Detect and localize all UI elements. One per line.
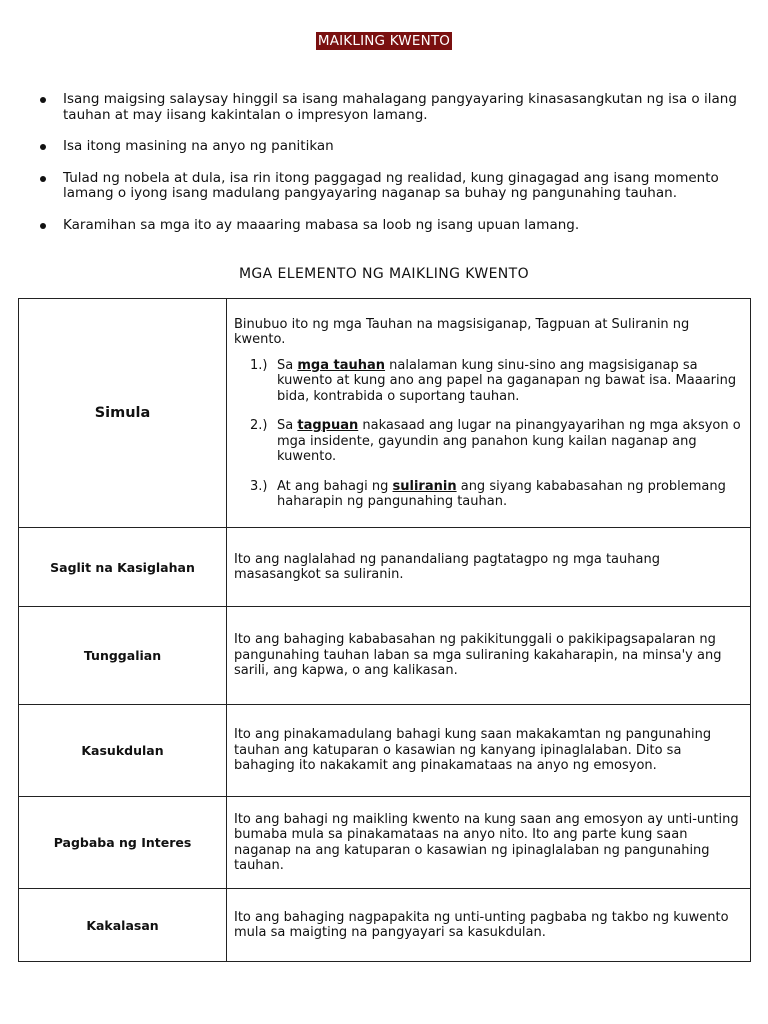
element-label: Saglit na Kasiglahan <box>19 528 227 607</box>
table-row <box>19 889 751 962</box>
bullet-icon <box>40 97 46 103</box>
table-title: MGA ELEMENTO NG MAIKLING KWENTO <box>238 266 530 282</box>
bullet-item <box>38 92 738 123</box>
table-row <box>19 607 751 705</box>
bullet-text: Isang maigsing salaysay hinggil sa isang mahalagang pangyayaring kinasasangkutan ng isa o ilang tauhan at may iisang kakintalan o impresyon lamang. <box>63 91 737 123</box>
item-keyword: suliranin <box>392 478 457 494</box>
element-description: Ito ang naglalahad ng panandaliang pagtatagpo ng mga tauhang masasangkot sa suliranin. <box>227 528 751 607</box>
bullet-text: Tulad ng nobela at dula, isa rin itong paggagad ng realidad, kung ginagagad ang isang momento lamang o iyong isang madulang pangyayaring naganap sa buhay ng pangunahing tauhan. <box>63 169 719 201</box>
bullet-item <box>38 139 738 155</box>
bullet-icon <box>40 223 46 229</box>
bullet-icon <box>40 176 46 182</box>
intro-bullet-list <box>38 92 738 249</box>
item-number: 3.) <box>250 478 268 494</box>
simula-intro: Binubuo ito ng mga Tauhan na magsisiganap, Tagpuan at Suliranin ng kwento. <box>234 316 690 347</box>
item-number: 2.) <box>250 418 268 433</box>
document-title <box>0 30 768 49</box>
element-description: Ito ang bahagi ng maikling kwento na kung saan ang emosyon ay unti-unting bumaba mula sa pinakamataas na anyo nito. Ito ang parte kung saan naganap na ang katuparan o kasawian ng ipinaglalaban ng pangunahing tauhan. <box>227 797 751 889</box>
table-row <box>19 705 751 797</box>
item-text <box>277 418 742 465</box>
bullet-text: Karamihan sa mga ito ay maaaring mabasa sa loob ng isang upuan lamang. <box>63 216 580 233</box>
item-text <box>277 358 742 405</box>
table-row <box>19 528 751 607</box>
item-text-post: nakasaad ang lugar na pinangyayarihan ng mga aksyon o mga insidente, gayundin ang panahon kung kailan naganap ang kuwento. <box>277 418 741 464</box>
bullet-text: Isa itong masining na anyo ng panitikan <box>63 138 334 154</box>
simula-item <box>234 358 742 405</box>
bullet-icon <box>40 144 46 150</box>
item-text-post: nalalaman kung sinu-sino ang magsisiganap sa kuwento at kung ano ang papel na gaganapan ng bawat isa. Maaaring bida, kontrabida o suportang tauhan. <box>277 357 737 404</box>
item-keyword: tagpuan <box>297 418 359 433</box>
document-title-text: MAIKLING KWENTO <box>317 33 451 49</box>
simula-item <box>234 479 742 510</box>
element-label: Tunggalian <box>19 607 227 705</box>
element-description: Ito ang bahaging kababasahan ng pakikitunggali o pakikipagsapalaran ng pangunahing tauhan laban sa mga suliraning kakaharapin, na minsa'y ang sarili, ang kapwa, o ang kalikasan. <box>227 607 751 705</box>
item-keyword: mga tauhan <box>297 357 386 373</box>
element-label: Simula <box>19 299 227 528</box>
item-text-pre: At ang bahagi ng <box>277 478 393 494</box>
bullet-item <box>38 218 738 234</box>
item-number: 1.) <box>250 357 268 373</box>
element-label: Pagbaba ng Interes <box>19 797 227 889</box>
item-text-post: ang siyang kababasahan ng problemang haharapin ng pangunahing tauhan. <box>277 478 726 509</box>
element-description <box>227 299 751 528</box>
elements-table <box>18 298 751 962</box>
table-row <box>19 797 751 889</box>
bullet-item <box>38 171 738 202</box>
item-text-pre: Sa <box>277 418 298 433</box>
element-description: Ito ang bahaging nagpapakita ng unti-unting pagbaba ng takbo ng kuwento mula sa maigting na pangyayari sa kasukdulan. <box>227 889 751 962</box>
simula-item <box>234 418 742 465</box>
element-label: Kasukdulan <box>19 705 227 797</box>
table-row-simula <box>19 299 751 528</box>
element-description: Ito ang pinakamadulang bahagi kung saan makakamtan ng pangunahing tauhan ang katuparan o kasawian ng kanyang ipinaglalaban. Dito sa bahaging ito nakakamit ang pinakamataas na anyo ng emosyon. <box>227 705 751 797</box>
item-text <box>277 479 742 510</box>
element-label: Kakalasan <box>19 889 227 962</box>
item-text-pre: Sa <box>277 357 298 373</box>
